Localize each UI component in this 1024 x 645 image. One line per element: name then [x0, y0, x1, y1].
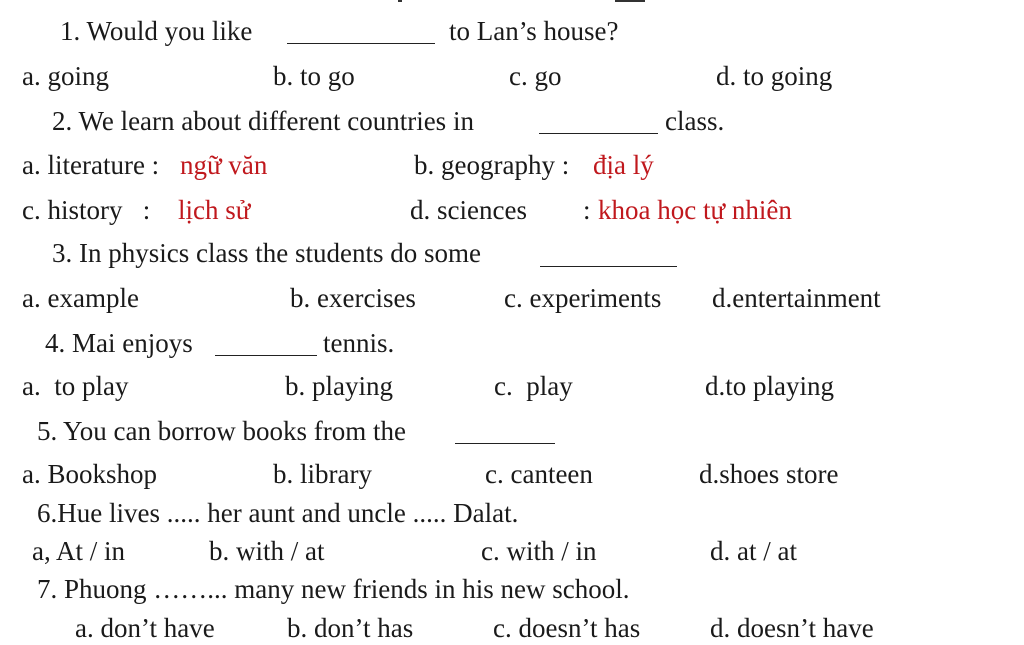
question-2-blank: [539, 133, 658, 134]
cutoff-mark: [398, 0, 402, 2]
q2-option-c-translation: lịch sử: [178, 195, 251, 225]
question-6-stem: 6.Hue lives ..... her aunt and uncle ..... Dalat.: [37, 498, 519, 528]
q3-option-d: d.entertainment: [712, 283, 881, 313]
q2-option-a: a. literature :: [22, 150, 160, 180]
q5-option-c: c. canteen: [485, 459, 593, 489]
q6-option-c: c. with / in: [481, 536, 597, 566]
question-3-blank: [540, 266, 677, 267]
question-7-stem: 7. Phuong ……... many new friends in his new school.: [37, 574, 630, 604]
q5-option-b: b. library: [273, 459, 372, 489]
q5-option-d: d.shoes store: [699, 459, 839, 489]
q6-option-b: b. with / at: [209, 536, 325, 566]
q4-option-a: a. to play: [22, 371, 129, 401]
q2-option-d: d. sciences: [410, 195, 527, 225]
q4-option-b: b. playing: [285, 371, 393, 401]
q2-option-d-translation: khoa học tự nhiên: [598, 195, 792, 225]
q1-option-b: b. to go: [273, 61, 355, 91]
question-2-stem-end: class.: [665, 106, 725, 136]
q7-option-a: a. don’t have: [75, 613, 215, 643]
q1-option-d: d. to going: [716, 61, 833, 91]
question-5-stem: 5. You can borrow books from the: [37, 416, 406, 446]
q3-option-b: b. exercises: [290, 283, 416, 313]
q6-option-a: a, At / in: [32, 536, 125, 566]
question-4-blank: [215, 355, 317, 356]
question-4-stem-end: tennis.: [323, 328, 395, 358]
q2-option-b-translation: địa lý: [593, 150, 654, 180]
question-2-stem: 2. We learn about different countries in: [52, 106, 474, 136]
question-1-blank: [287, 43, 435, 44]
q4-option-c: c. play: [494, 371, 573, 401]
q3-option-c: c. experiments: [504, 283, 662, 313]
question-5-blank: [455, 443, 555, 444]
question-1-stem-end: to Lan’s house?: [449, 16, 619, 46]
question-3-stem: 3. In physics class the students do some: [52, 238, 481, 268]
question-4-stem: 4. Mai enjoys: [45, 328, 193, 358]
q3-option-a: a. example: [22, 283, 139, 313]
q4-option-d: d.to playing: [705, 371, 834, 401]
question-1-stem: 1. Would you like: [60, 16, 253, 46]
q2-option-a-translation: ngữ văn: [180, 150, 268, 180]
q5-option-a: a. Bookshop: [22, 459, 157, 489]
q2-option-d-separator: :: [583, 195, 591, 225]
q7-option-b: b. don’t has: [287, 613, 414, 643]
q2-option-b: b. geography :: [414, 150, 570, 180]
cutoff-mark: [615, 0, 645, 2]
q6-option-d: d. at / at: [710, 536, 797, 566]
q2-option-c: c. history :: [22, 195, 151, 225]
q1-option-c: c. go: [509, 61, 562, 91]
q7-option-c: c. doesn’t has: [493, 613, 641, 643]
q1-option-a: a. going: [22, 61, 109, 91]
q7-option-d: d. doesn’t have: [710, 613, 874, 643]
